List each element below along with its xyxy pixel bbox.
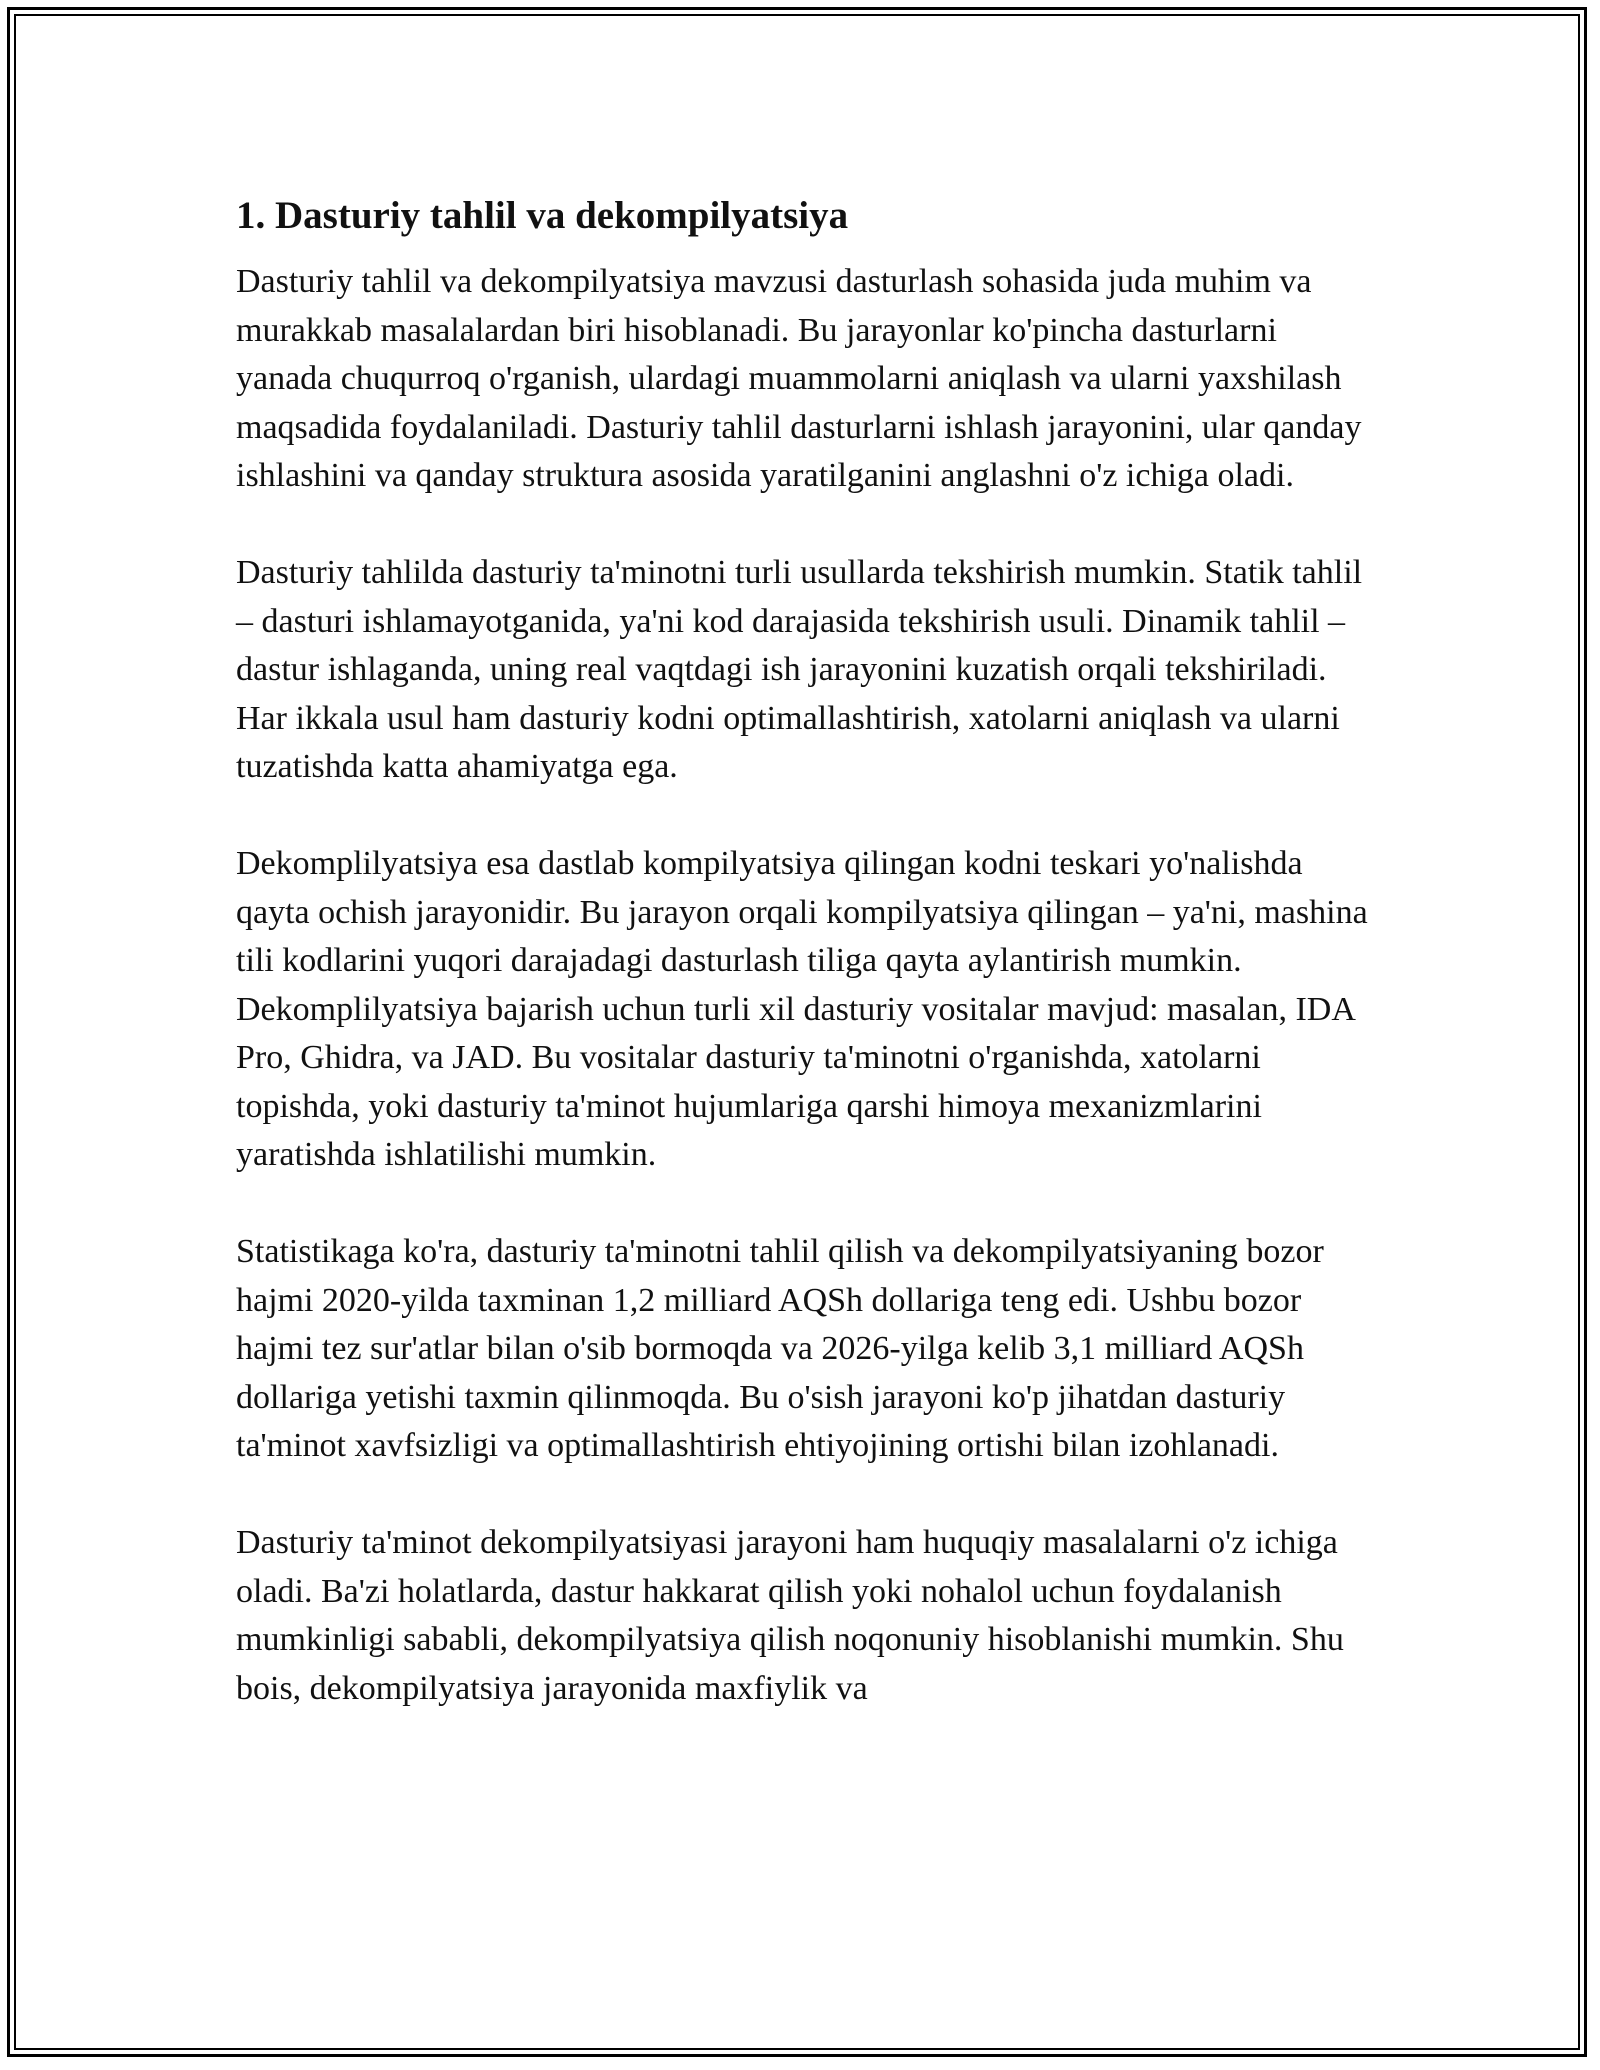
- paragraph-1: Dasturiy tahlil va dekompilyatsiya mavzusi dasturlash sohasida juda muhim va murakkab masalalardan biri hisoblanadi. Bu jarayonlar ko'pincha dasturlarni yanada chuqurroq o'rganish, ulardagi muammolarni aniqlash va ularni yaxshilash maqsadida foydalaniladi. Dasturiy tahlil dasturlarni ishlash jarayonini, ular qanday ishlashini va qanday struktura asosida yaratilganini anglashni o'z ichiga oladi.: [236, 263, 1362, 494]
- paragraph-3: Dekomplilyatsiya esa dastlab kompilyatsiya qilingan kodni teskari yo'nalishda qayta ochish jarayonidir. Bu jarayon orqali kompilyatsiya qilingan – ya'ni, mashina tili kodlarini yuqori darajadagi dasturlash tiliga qayta aylantirish mumkin. Dekomplilyatsiya bajarish uchun turli xil dasturiy vositalar mavjud: masalan, IDA Pro, Ghidra, va JAD. Bu vositalar dasturiy ta'minotni o'rganishda, xatolarni topishda, yoki dasturiy ta'minot hujumlariga qarshi himoya mexanizmlarini yaratishda ishlatilishi mumkin.: [236, 845, 1368, 1173]
- section-heading: 1. Dasturiy tahlil va dekompilyatsiya: [236, 194, 849, 237]
- paragraph-4: Statistikaga ko'ra, dasturiy ta'minotni tahlil qilish va dekompilyatsiyaning bozor hajmi 2020-yilda taxminan 1,2 milliard AQSh dollariga teng edi. Ushbu bozor hajmi tez sur'atlar bilan o'sib bormoqda va 2026-yilga kelib 3,1 milliard AQSh dollariga yetishi taxmin qilinmoqda. Bu o'sish jarayoni ko'p jihatdan dasturiy ta'minot xavfsizligi va optimallashtirish ehtiyojining ortishi bilan izohlanadi.: [236, 1233, 1324, 1464]
- paragraph-5: Dasturiy ta'minot dekompilyatsiyasi jarayoni ham huquqiy masalalarni o'z ichiga oladi. Ba'zi holatlarda, dastur hakkarat qilish yoki nohalol uchun foydalanish mumkinligi sababli, dekompilyatsiya qilish noqonuniy hisoblanishi mumkin. Shu bois, dekompilyatsiya jarayonida maxfiylik va: [236, 1524, 1344, 1707]
- paragraph-2: Dasturiy tahlilda dasturiy ta'minotni turli usullarda tekshirish mumkin. Statik tahlil – dasturi ishlamayotganida, ya'ni kod darajasida tekshirish usuli. Dinamik tahlil – dastur ishlaganda, uning real vaqtdagi ish jarayonini kuzatish orqali tekshiriladi. Har ikkala usul ham dasturiy kodni optimallashtirish, xatolarni aniqlash va ularni tuzatishda katta ahamiyatga ega.: [236, 554, 1363, 785]
- document-body: [236, 188, 1376, 1762]
